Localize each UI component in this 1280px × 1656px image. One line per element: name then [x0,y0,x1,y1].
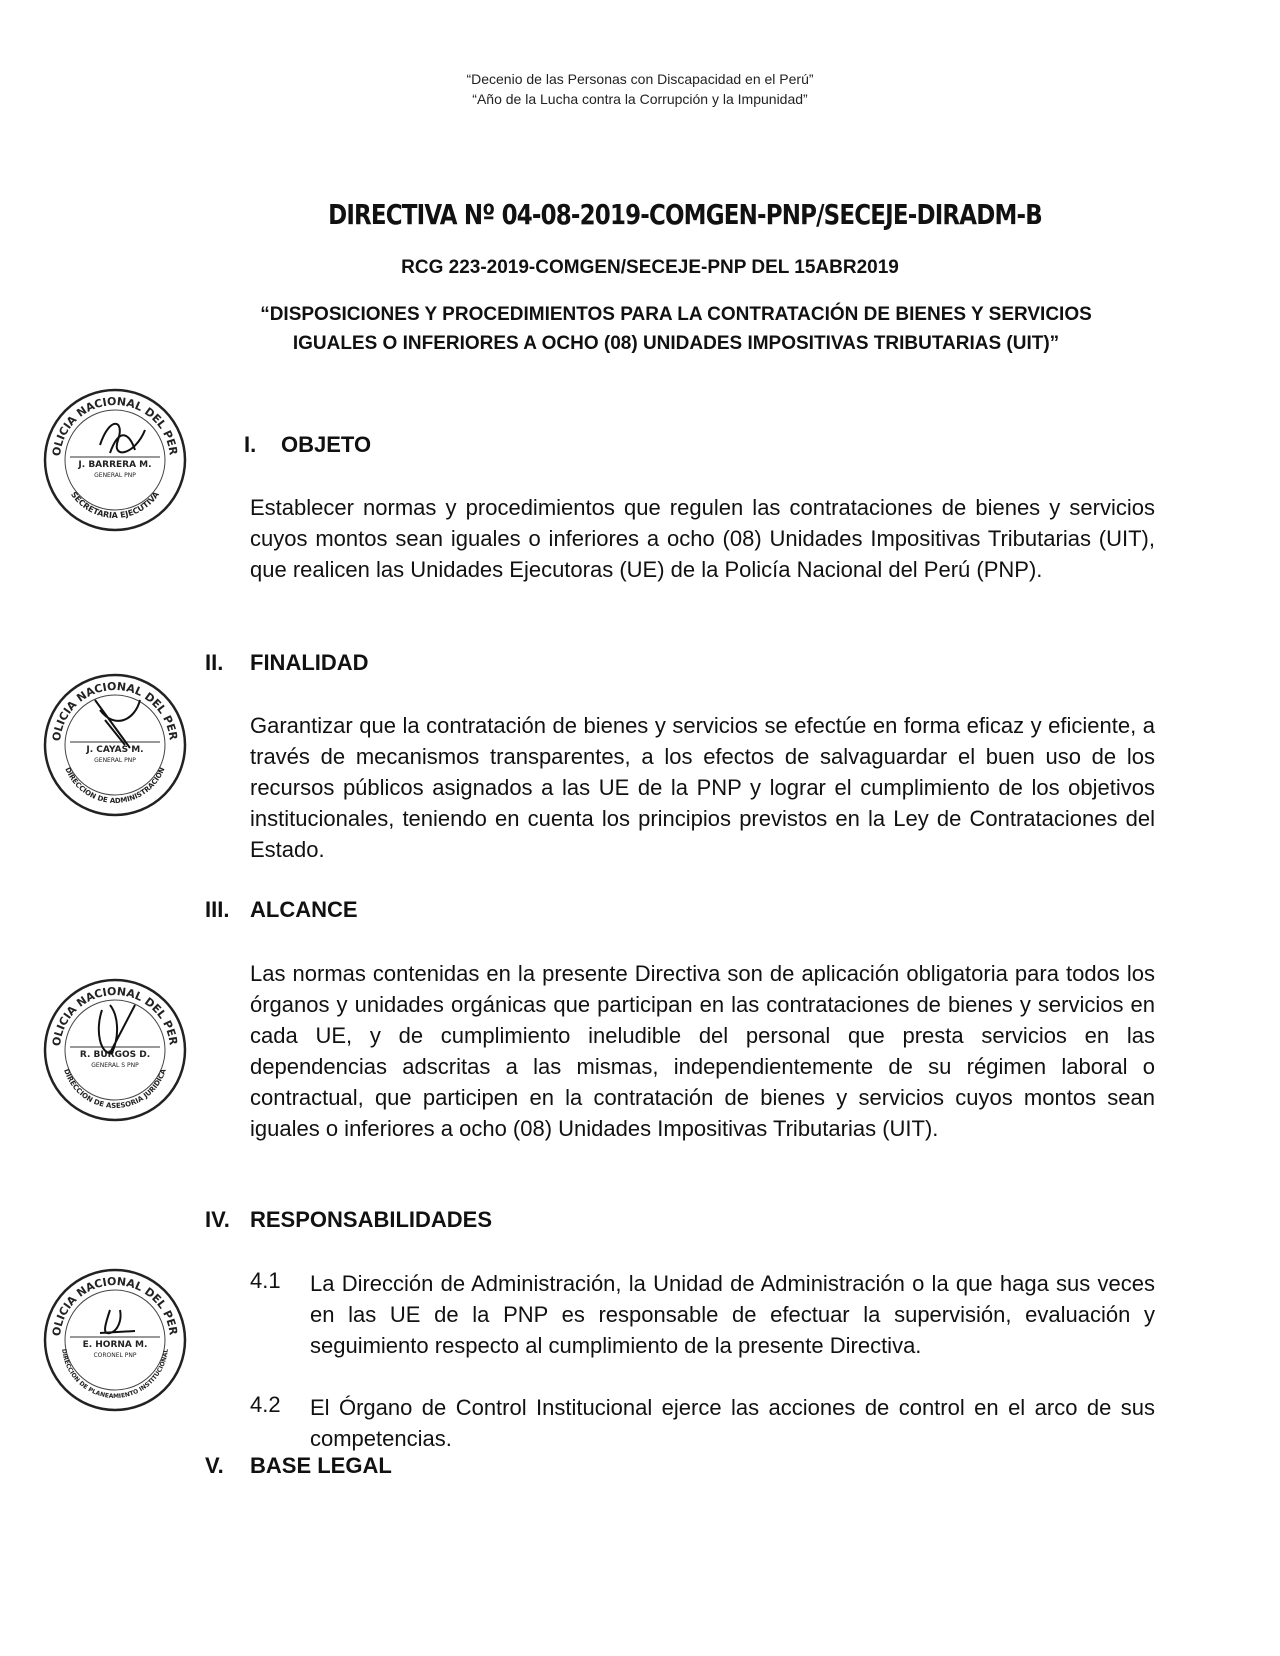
seal-top-text: OLICIA NACIONAL DEL PER [50,984,180,1047]
svg-text:DIRECCION DE ADMINISTRACION [63,766,166,805]
section-text-finalidad: Garantizar que la contratación de bienes y servicios se efectúe en forma eficaz y eficiente, a través de mecanismos transparentes, a los efectos de salvaguardar el buen uso de los recursos públicos asignados a las UE de la PNP y lograr el cumplimiento de los objetivos institucionales, teniendo en cuenta los principios previstos en la Ley de Contrataciones del Estado. [250,713,1155,862]
list-item-text: El Órgano de Control Institucional ejerce las acciones de control en el arco de sus competencias. [310,1395,1155,1451]
section-number-responsabilidades: IV. [205,1207,230,1232]
seal-rank: CORONEL PNP [93,1352,137,1359]
seal-stamp-icon [40,670,190,820]
seal-name: R. BURGOS D. [79,1050,151,1060]
seal-stamp-icon [40,975,190,1125]
section-title-finalidad: FINALIDAD [250,650,369,675]
seal-name: J. BARRERA M. [78,460,152,470]
section-title-alcance: ALCANCE [250,897,358,922]
seal-rank: GENERAL S PNP [91,1062,139,1069]
section-text-objeto: Establecer normas y procedimientos que regulen las contrataciones de bienes y servicios cuyos montos sean iguales o inferiores a ocho (08) Unidades Impositivas Tributarias (UIT), que realicen las Unidades Ejecutoras (UE) de la Policía Nacional del Perú (PNP). [250,495,1155,582]
seal-name: E. HORNA M. [82,1340,148,1350]
section-text-alcance: Las normas contenidas en la presente Directiva son de aplicación obligatoria para todos los órganos y unidades orgánicas que participan en las contrataciones de bienes y servicios en cada UE, y de cumplimiento ineludible del personal que presta servicios en las dependencias adscritas a las mismas, independientemente de su régimen laboral o contractual, que participen en la contratación de bienes y servicios cuyos montos sean iguales o inferiores a ocho (08) Unidades Impositivas Tributarias (UIT). [250,961,1155,1141]
official-seal-3 [40,975,190,1130]
seal-rank: GENERAL PNP [94,757,136,764]
seal-bottom-text: DIRECCION DE PLANEAMIENTO INSTITUCIONAL [60,1348,170,1401]
document-subtitle: “DISPOSICIONES Y PROCEDIMIENTOS PARA LA CONTRATACIÓN DE BIENES Y SERVICIOS IGUALES O INFERIORES A OCHO (08) UNIDADES IMPOSITIVAS TRIBUTARIAS (UIT)” [260,304,1092,354]
document-title [123,198,1246,231]
section-number-objeto: I. [244,432,257,457]
svg-text:SECRETARIA EJECUTIVA [69,489,161,520]
document-reference: RCG 223-2019-COMGEN/SECEJE-PNP DEL 15ABR2019 [401,257,899,278]
svg-text:POLICIA NACIONAL DEL PERU [40,1265,180,1337]
section-title-base-legal: BASE LEGAL [250,1453,392,1478]
document-title-text: DIRECTIVA Nº 04-08-2019-COMGEN-PNP/SECEJE-DIRADM-B [328,198,1042,231]
header-motto-2: “Año de la Lucha contra la Corrupción y la Impunidad” [472,91,808,107]
section-number-alcance: III. [205,897,230,922]
seal-stamp-icon [40,1265,190,1415]
section-title-objeto: OBJETO [281,432,372,457]
seal-top-text: OLICIA NACIONAL DEL PER [50,679,180,742]
header-motto-1: “Decenio de las Personas con Discapacidad en el Perú” [466,71,814,87]
section-number-base-legal: V. [205,1453,224,1478]
seal-stamp-icon [40,385,190,535]
svg-text:POLICIA NACIONAL DEL PERU [40,385,180,457]
seal-top-text: OLICIA NACIONAL DEL PER [50,1274,180,1337]
seal-name: J. CAYAS M. [86,745,144,755]
seal-bottom-text: DIRECCION DE ADMINISTRACION [63,766,167,806]
official-seal-4 [40,1265,190,1420]
section-number-finalidad: II. [205,650,224,675]
seal-bottom-text: SECRETARIA EJECUTIVA [69,490,161,521]
list-item-number: 4.1 [250,1268,281,1293]
list-item-number: 4.2 [250,1392,281,1417]
svg-text:POLICIA NACIONAL DEL PERU [40,975,180,1047]
seal-bottom-text: DIRECCION DE ASESORIA JURIDICA [62,1067,168,1111]
official-seal-1 [40,385,190,540]
official-seal-2 [40,670,190,825]
list-item-text: La Dirección de Administración, la Unidad de Administración o la que haga sus veces en las UE de la PNP es responsable de efectuar la supervisión, evaluación y seguimiento respecto al cumplimiento de la presente Directiva. [310,1271,1155,1358]
section-title-responsabilidades: RESPONSABILIDADES [250,1207,493,1232]
svg-text:DIRECCION DE ASESORIA JURIDICA [62,1067,168,1110]
svg-text:POLICIA NACIONAL DEL PERU [40,670,180,742]
seal-top-text: OLICIA NACIONAL DEL PER [50,394,180,457]
seal-rank: GENERAL PNP [94,472,136,479]
